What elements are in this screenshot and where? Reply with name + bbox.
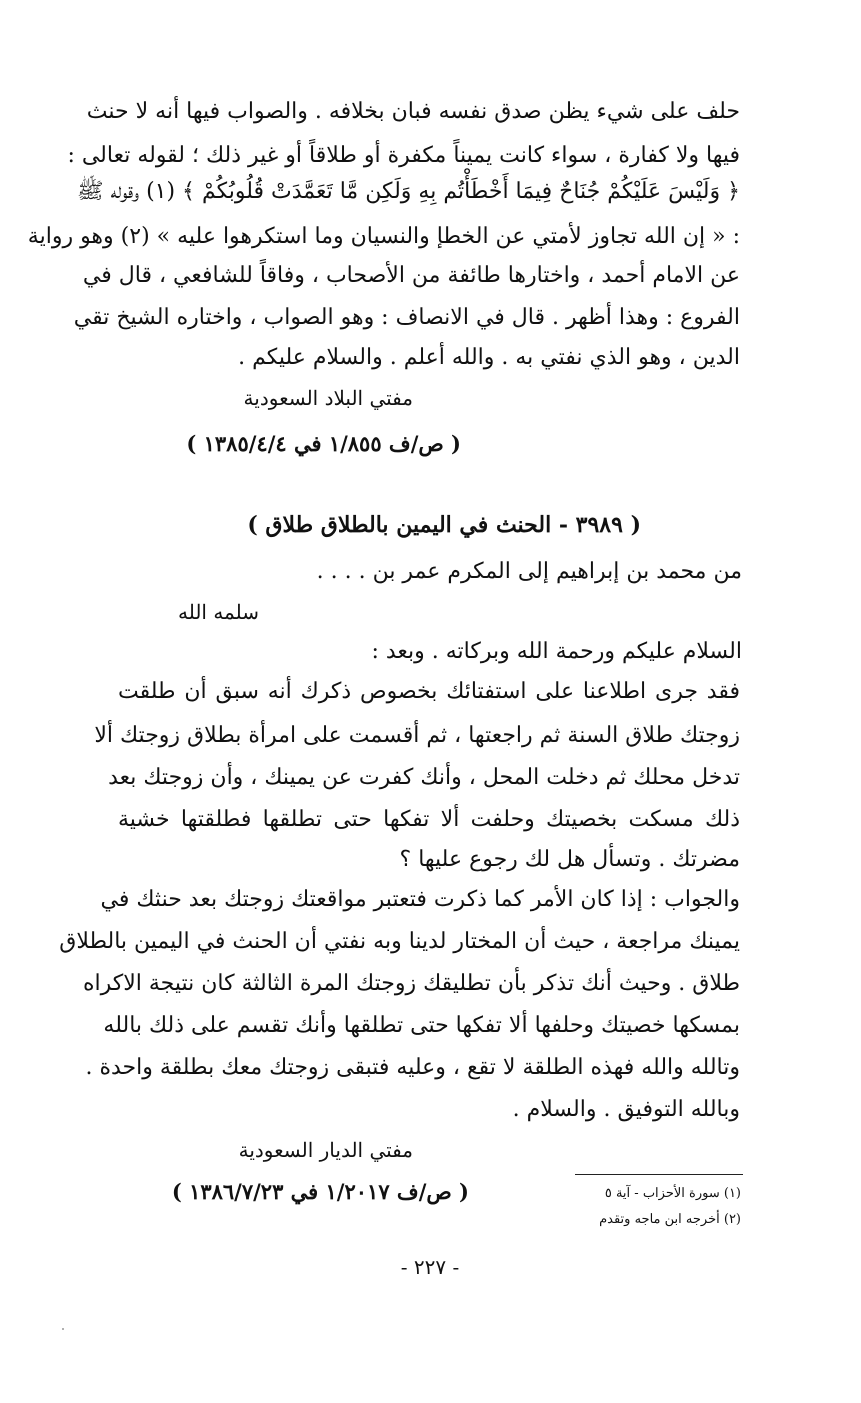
text-line: ذلك مسكت بخصيتك وحلفت ألا تفكها حتى تطلقها فطلقتها خشية	[118, 807, 740, 832]
salutation: سلمه الله	[177, 600, 259, 624]
footnote: (١) سورة الأحزاب - آية ٥	[604, 1186, 741, 1201]
text-line: : « إن الله تجاوز لأمتي عن الخطإ والنسيان وما استكرهوا عليه » (٢) وهو رواية	[27, 224, 740, 249]
text-line: عن الامام أحمد ، واختارها طائفة من الأصحاب ، وفاقاً للشافعي ، قال في	[82, 263, 740, 288]
footnote-divider	[575, 1174, 743, 1175]
text-line: فيها ولا كفارة ، سواء كانت يميناً مكفرة أو طلاقاً أو غير ذلك ؛ لقوله تعالى :	[67, 143, 740, 168]
text-line: وبالله التوفيق . والسلام .	[512, 1097, 740, 1122]
text-line: الدين ، وهو الذي نفتي به . والله أعلم . والسلام عليكم .	[238, 345, 740, 370]
text-line: مضرتك . وتسأل هل لك رجوع عليها ؟	[399, 847, 740, 872]
text-line: تدخل محلك ثم دخلت المحل ، وأنك كفرت عن يمينك ، وأن زوجتك بعد	[108, 765, 740, 790]
footnote: (٢) أخرجه ابن ماجه وتقدم	[599, 1212, 741, 1227]
text-line: طلاق . وحيث أنك تذكر بأن تطليقك زوجتك المرة الثالثة كان نتيجة الاكراه	[82, 971, 740, 996]
text-line: زوجتك طلاق السنة ثم راجعتها ، ثم أقسمت على امرأة بطلاق زوجتك ألا	[94, 723, 740, 748]
text-line: الفروع : وهذا أظهر . قال في الانصاف : وهو الصواب ، واختاره الشيخ تقي	[73, 305, 740, 330]
fatwa-reference: ( ص/ف ١/٨٥٥ في ١٣٨٥/٤/٤ )	[186, 431, 461, 456]
text-line: بمسكها خصيتك وحلفها ألا تفكها حتى تطلقها وأنك تقسم على ذلك بالله	[103, 1013, 740, 1038]
scan-speck	[62, 1328, 64, 1330]
greeting: السلام عليكم ورحمة الله وبركاته . وبعد :	[371, 639, 742, 664]
page-number: - ٢٢٧ -	[400, 1255, 460, 1279]
text-line: وتالله والله فهذه الطلقة لا تقع ، وعليه فتبقى زوجتك معك بطلقة واحدة .	[85, 1055, 740, 1080]
text-line: فقد جرى اطلاعنا على استفتائك بخصوص ذكرك أنه سبق أن طلقت	[118, 679, 740, 704]
section-heading: ( ٣٩٨٩ - الحنث في اليمين بالطلاق طلاق )	[247, 512, 641, 538]
signature: مفتي البلاد السعودية	[243, 386, 413, 410]
text-line: حلف على شيء يظن صدق نفسه فبان بخلافه . والصواب فيها أنه لا حنث	[86, 99, 740, 124]
letter-from-line: من محمد بن إبراهيم إلى المكرم عمر بن . . . .	[316, 559, 742, 584]
fatwa-reference: ( ص/ف ١/٢٠١٧ في ١٣٨٦/٧/٢٣ )	[171, 1179, 469, 1204]
text-line: والجواب : إذا كان الأمر كما ذكرت فتعتبر مواقعتك زوجتك بعد حنثك في	[100, 887, 740, 912]
text-line: يمينك مراجعة ، حيث أن المختار لدينا وبه نفتي أن الحنث في اليمين بالطلاق	[59, 929, 740, 954]
quran-verse-line: ﴿ وَلَيْسَ عَلَيْكُمْ جُنَاحٌ فِيمَا أَخْطَأْتُم بِهِ وَلَكِن مَّا تَعَمَّدَتْ قُلُوبُكُمْ ﴾ (١) وقوله ﷺ	[77, 179, 740, 204]
signature: مفتي الديار السعودية	[238, 1138, 413, 1162]
